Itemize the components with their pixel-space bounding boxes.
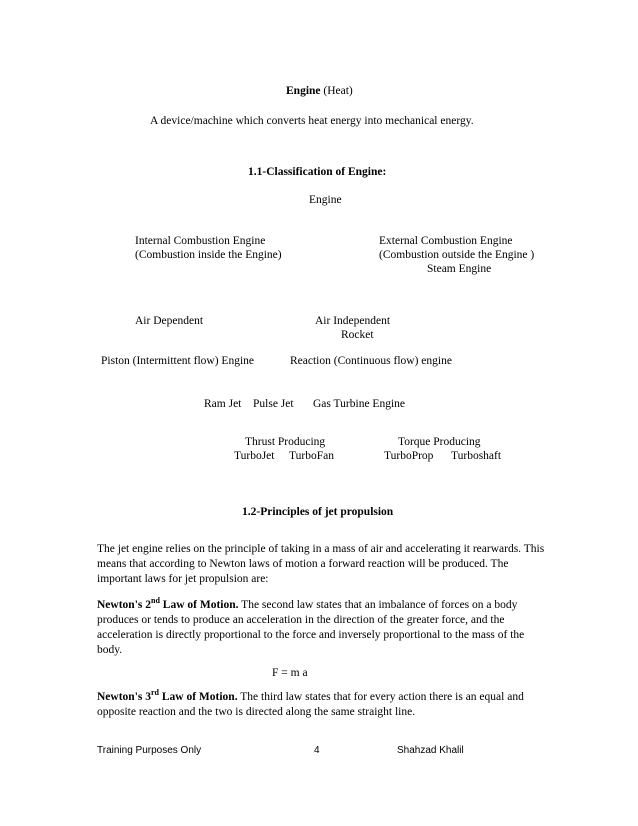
tree-root: Engine: [309, 194, 342, 206]
law3-sup: rd: [151, 688, 159, 698]
tree-reaction: Reaction (Continuous flow) engine: [290, 355, 452, 367]
footer-page-number: 4: [314, 745, 320, 756]
law3-name-b: Law of Motion.: [159, 691, 238, 703]
tree-ec-line3: Steam Engine: [427, 263, 492, 275]
tree-air-independent: Air Independent: [315, 315, 391, 327]
tree-ec-line2: (Combustion outside the Engine ): [379, 249, 535, 261]
tree-air-dependent: Air Dependent: [135, 315, 204, 327]
tree-ramjet: Ram Jet: [204, 398, 242, 410]
title-bold: Engine: [286, 85, 321, 97]
intro-paragraph: The jet engine relies on the principle of taking in a mass of air and accelerating it rearwards. This means that according to Newton laws of motion a forward reaction will be produced. The important laws for jet propulsion are:: [97, 543, 545, 585]
tree-ic-line1: Internal Combustion Engine: [135, 235, 266, 247]
formula: F = m a: [272, 667, 308, 679]
law2-sup: nd: [151, 596, 160, 606]
footer-left: Training Purposes Only: [97, 745, 202, 756]
tree-torque-producing: Torque Producing: [398, 436, 481, 448]
tree-turboshaft: Turboshaft: [451, 450, 502, 462]
law2-text: The second law states that an imbalance of forces on a body produces or tends to produce an acceleration in the direction of the greater force, and the acceleration is directly proportional to the force and inversely proportional to the mass of the body.: [97, 599, 525, 656]
law3-name-a: Newton's 3: [97, 691, 151, 703]
tree-thrust-producing: Thrust Producing: [245, 436, 326, 448]
principles-heading: 1.2-Principles of jet propulsion: [242, 506, 394, 518]
newton-third-law-paragraph: [97, 690, 547, 720]
law2-name-b: Law of Motion.: [159, 599, 239, 611]
classification-heading: 1.1-Classification of Engine:: [248, 166, 387, 178]
tree-ec-line1: External Combustion Engine: [379, 235, 513, 247]
law2-name-a: Newton's 2: [97, 599, 151, 611]
tree-turbojet: TurboJet: [234, 450, 275, 462]
newton-second-law-paragraph: [97, 598, 547, 658]
law3-text: The third law states that for every action there is an equal and opposite reaction and the two is directed along the same straight line.: [97, 691, 524, 718]
tree-rocket: Rocket: [341, 329, 374, 341]
title-rest: (Heat): [320, 85, 353, 97]
footer-author: Shahzad Khalil: [397, 745, 464, 756]
tree-turboprop: TurboProp: [384, 450, 434, 462]
tree-ic-line2: (Combustion inside the Engine): [135, 249, 282, 261]
page-title: [286, 84, 353, 98]
engine-definition: A device/machine which converts heat energy into mechanical energy.: [150, 115, 474, 127]
tree-turbofan: TurboFan: [289, 450, 334, 462]
tree-pulsejet: Pulse Jet: [253, 398, 294, 410]
tree-gas-turbine: Gas Turbine Engine: [313, 398, 405, 410]
tree-piston: Piston (Intermittent flow) Engine: [101, 355, 254, 367]
